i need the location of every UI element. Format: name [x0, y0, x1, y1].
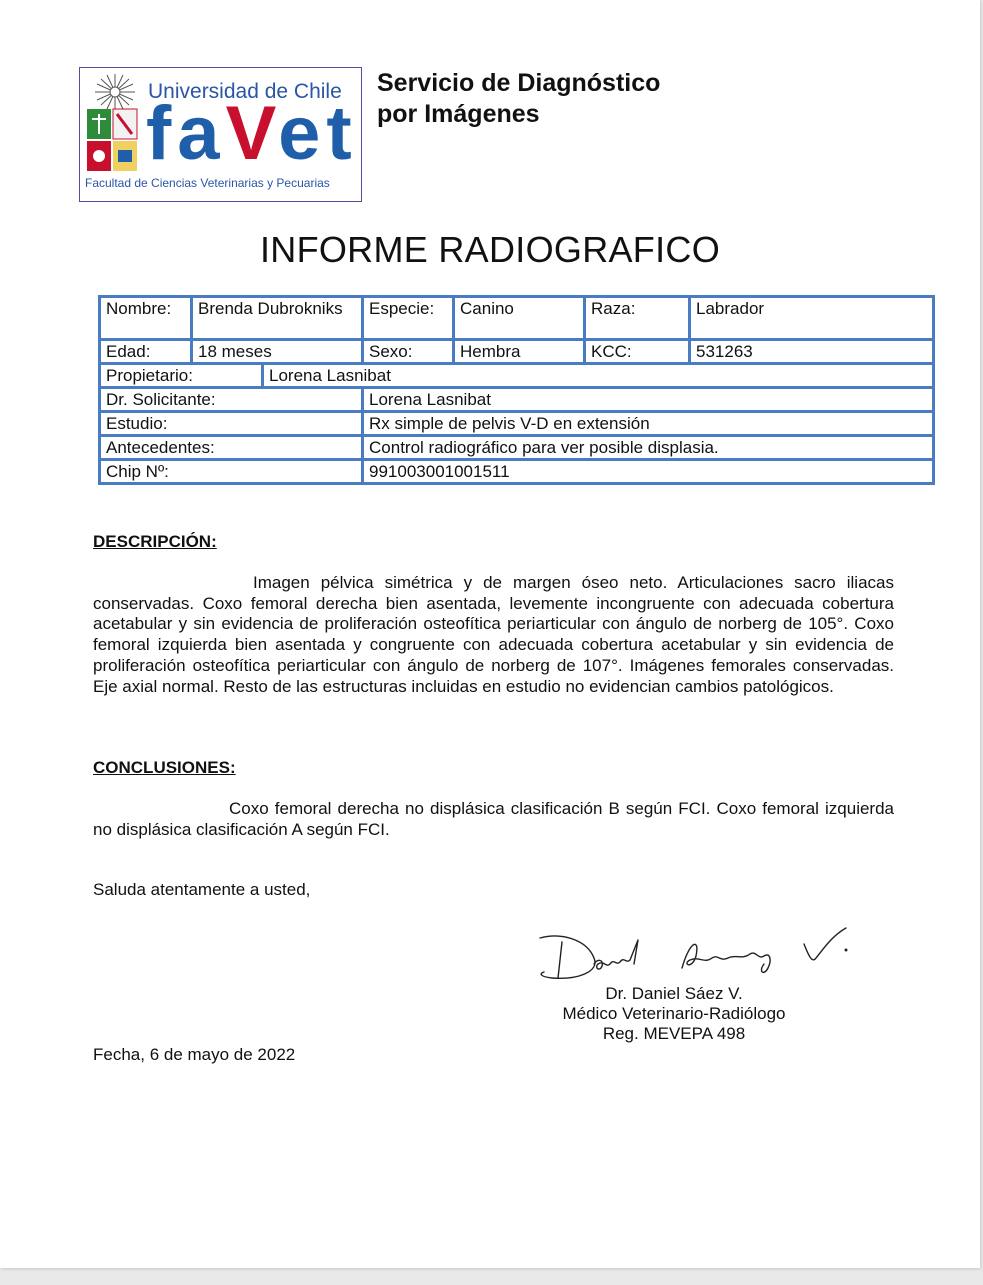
estudio-value: Rx simple de pelvis V-D en extensión	[363, 412, 934, 436]
estudio-label: Estudio:	[100, 412, 363, 436]
sexo-value: Hembra	[454, 340, 585, 364]
table-row	[100, 388, 934, 412]
chip-label: Chip Nº:	[100, 460, 363, 484]
table-row	[100, 340, 934, 364]
service-title-line1: Servicio de Diagnóstico	[377, 69, 661, 97]
edad-label: Edad:	[100, 340, 192, 364]
table-row	[100, 297, 934, 340]
raza-value: Labrador	[690, 297, 934, 340]
conclusiones-heading: CONCLUSIONES:	[93, 758, 236, 777]
logo-faculty-text: Facultad de Ciencias Veterinarias y Pecuarias	[85, 176, 330, 190]
antecedentes-label: Antecedentes:	[100, 436, 363, 460]
chip-value: 991003001001511	[363, 460, 934, 484]
university-star-icon	[90, 72, 140, 112]
signature-block	[540, 984, 808, 1044]
especie-label: Especie:	[363, 297, 454, 340]
table-row	[100, 460, 934, 484]
favet-logo	[79, 67, 362, 202]
handwritten-signature	[532, 920, 862, 990]
nombre-value: Brenda Dubrokniks	[192, 297, 363, 340]
report-date: Fecha, 6 de mayo de 2022	[93, 1045, 296, 1064]
service-title	[377, 68, 697, 130]
table-row	[100, 436, 934, 460]
logo-brand-prefix: fa	[146, 91, 226, 176]
especie-value: Canino	[454, 297, 585, 340]
report-title: INFORME RADIOGRAFICO	[259, 229, 720, 270]
solicitante-label: Dr. Solicitante:	[100, 388, 363, 412]
descripcion-text: Imagen pélvica simétrica y de margen óseo neto. Articulaciones sacro iliacas conservadas. Coxo femoral derecha bien asentada, levemente incongruente con adecuada cobertura acetabular y sin evidencia de proliferación osteofítica periarticular con ángulo de norberg de 105°. Coxo femoral izquierda bien asentada y congruente con adecuada cobertura acetabular y sin evidencia de proliferación osteofítica periarticular con ángulo de norberg de 107°. Imágenes femorales conservadas. Eje axial normal. Resto de las estructuras incluidas en estudio no evidencian cambios patológicos.	[93, 573, 894, 696]
salutation: Saluda atentamente a usted,	[93, 880, 311, 899]
signer-name: Dr. Daniel Sáez V.	[605, 984, 743, 1003]
table-row	[100, 412, 934, 436]
antecedentes-value: Control radiográfico para ver posible displasia.	[363, 436, 934, 460]
propietario-label: Propietario:	[100, 364, 263, 388]
descripcion-heading: DESCRIPCIÓN:	[93, 532, 217, 551]
service-title-line2: por Imágenes	[377, 100, 540, 128]
sexo-label: Sexo:	[363, 340, 454, 364]
logo-brand-suffix: et	[278, 91, 358, 176]
solicitante-value: Lorena Lasnibat	[363, 388, 934, 412]
signer-role: Médico Veterinario-Radiólogo	[562, 1004, 786, 1023]
signer-registration: Reg. MEVEPA 498	[602, 1024, 746, 1043]
conclusiones-text: Coxo femoral derecha no displásica clasificación B según FCI. Coxo femoral izquierda no displásica clasificación A según FCI.	[93, 799, 894, 839]
propietario-value: Lorena Lasnibat	[263, 364, 934, 388]
logo-university-text: Universidad de Chile	[148, 80, 342, 103]
nombre-label: Nombre:	[100, 297, 192, 340]
raza-label: Raza:	[585, 297, 690, 340]
faculty-shield-icon	[86, 108, 138, 172]
table-row	[100, 364, 934, 388]
logo-brand-v: V	[225, 91, 279, 176]
kcc-label: KCC:	[585, 340, 690, 364]
patient-info-table	[98, 295, 935, 485]
kcc-value: 531263	[690, 340, 934, 364]
edad-value: 18 meses	[192, 340, 363, 364]
